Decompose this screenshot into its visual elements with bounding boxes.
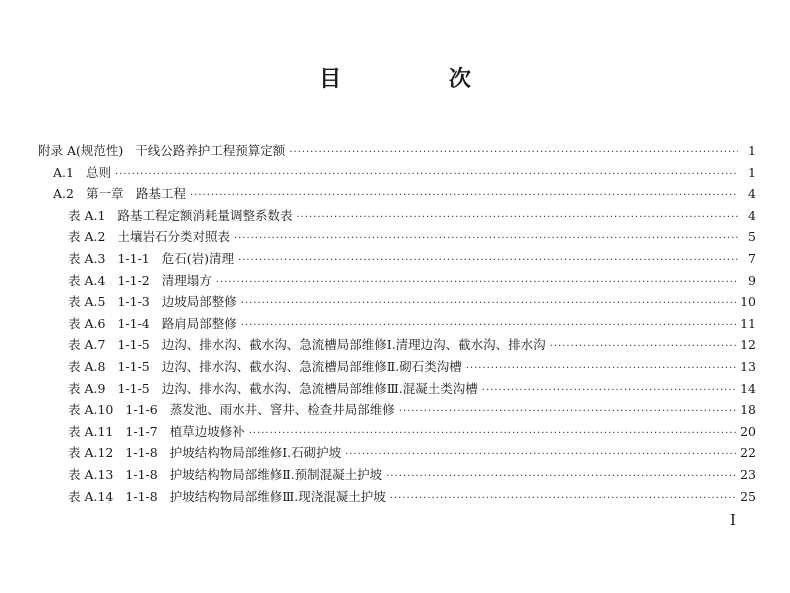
toc-leader-dots (234, 233, 738, 244)
toc-entry-code: 1-1-2 (117, 272, 150, 288)
toc-leader-dots (399, 406, 736, 417)
toc-entry-page: 18 (740, 402, 756, 418)
toc-entry-page: 1 (748, 164, 756, 180)
toc-entry[interactable] (38, 184, 756, 206)
toc-entry-code: 1-1-8 (125, 466, 158, 482)
toc-entry[interactable] (38, 422, 756, 444)
toc-entry-number: 表 A.2 (68, 229, 106, 245)
toc-entry-page: 4 (748, 207, 756, 223)
toc-entry-number: 表 A.1 (68, 207, 106, 223)
toc-entry[interactable] (38, 314, 756, 336)
toc-entry-title: 边沟、排水沟、截水沟、急流槽局部维修Ⅰ.清理边沟、截水沟、排水沟 (161, 337, 546, 353)
toc-entry-number: 表 A.3 (68, 250, 106, 266)
toc-entry-page: 20 (740, 423, 756, 439)
page-folio: I (730, 511, 736, 529)
toc-entry[interactable] (38, 206, 756, 228)
toc-leader-dots (249, 428, 736, 439)
toc-entry[interactable] (38, 465, 756, 487)
toc-entry-code: 1-1-3 (117, 294, 150, 310)
toc-entry[interactable] (38, 249, 756, 271)
toc-entry-title: 第一章 路基工程 (85, 186, 186, 202)
toc-entry-page: 12 (740, 337, 756, 353)
toc-leader-dots (238, 255, 738, 266)
toc-entry[interactable] (38, 487, 756, 509)
toc-entry-number: A.2 (53, 186, 74, 202)
toc-entry-code: 1-1-4 (117, 315, 150, 331)
toc-entry-code: 1-1-7 (125, 423, 158, 439)
toc-entry-code: 1-1-5 (117, 358, 150, 374)
toc-leader-dots (386, 471, 736, 482)
toc-entry-number: 表 A.8 (68, 358, 106, 374)
toc-entry-title: 危石(岩)清理 (161, 250, 235, 266)
toc-entry[interactable] (38, 292, 756, 314)
toc-leader-dots (345, 449, 736, 460)
toc-entry[interactable] (38, 335, 756, 357)
toc-leader-dots (190, 190, 738, 201)
toc-entry-title: 边坡局部整修 (161, 294, 237, 310)
toc-entry-number: 表 A.10 (68, 402, 114, 418)
toc-leader-dots (241, 298, 736, 309)
toc-entry[interactable] (38, 163, 756, 185)
toc-entry-title: 护坡结构物局部维修Ⅱ.预制混凝土护坡 (169, 466, 383, 482)
toc-entry[interactable] (38, 357, 756, 379)
toc-entry-title: 总则 (85, 164, 111, 180)
toc-leader-dots (115, 169, 738, 180)
toc-entry-page: 13 (740, 358, 756, 374)
table-of-contents (38, 141, 756, 508)
toc-entry-page: 10 (740, 294, 756, 310)
toc-entry[interactable] (38, 141, 756, 163)
toc-entry-title: 路基工程定额消耗量调整系数表 (117, 207, 293, 223)
toc-entry[interactable] (38, 443, 756, 465)
toc-entry-page: 11 (740, 315, 756, 331)
toc-entry-number: 表 A.12 (68, 445, 114, 461)
toc-entry-number: 表 A.13 (68, 466, 114, 482)
toc-entry-code: 1-1-1 (117, 250, 150, 266)
toc-entry-code: 1-1-8 (125, 488, 158, 504)
toc-entry-title: 清理塌方 (161, 272, 212, 288)
toc-entry[interactable] (38, 400, 756, 422)
toc-entry-title: 干线公路养护工程预算定额 (135, 143, 286, 158)
toc-entry-code: 1-1-5 (117, 380, 150, 396)
toc-entry[interactable] (38, 379, 756, 401)
toc-entry-title: 路肩局部整修 (161, 315, 237, 331)
toc-entry-page: 14 (740, 380, 756, 396)
toc-entry-number: 表 A.4 (68, 272, 106, 288)
page-title: 目 次 (319, 67, 521, 92)
toc-leader-dots (241, 320, 736, 331)
toc-leader-dots (296, 212, 738, 223)
toc-entry[interactable] (38, 227, 756, 249)
toc-entry-title: 护坡结构物局部维修Ⅲ.现浇混凝土护坡 (169, 488, 386, 504)
toc-entry-code: 1-1-6 (125, 402, 158, 418)
toc-entry-page: 25 (740, 488, 756, 504)
toc-leader-dots (482, 385, 736, 396)
toc-leader-dots (466, 363, 736, 374)
toc-entry-number: A.1 (53, 164, 74, 180)
toc-entry-number: 表 A.14 (68, 488, 114, 504)
toc-entry-number: 表 A.5 (68, 294, 106, 310)
toc-entry-page: 5 (748, 229, 756, 245)
toc-entry-code: 1-1-8 (125, 445, 158, 461)
toc-entry-title: 边沟、排水沟、截水沟、急流槽局部维修Ⅱ.砌石类沟槽 (161, 358, 462, 374)
toc-entry-page: 4 (748, 186, 756, 202)
toc-entry-number: 表 A.11 (68, 423, 114, 439)
toc-entry-page: 9 (748, 272, 756, 288)
toc-leader-dots (216, 277, 738, 288)
toc-leader-dots (289, 147, 738, 158)
toc-entry-title: 蒸发池、雨水井、窨井、检查井局部维修 (169, 402, 395, 418)
toc-entry-title: 土壤岩石分类对照表 (117, 229, 230, 245)
toc-entry-number: 表 A.7 (68, 337, 106, 353)
toc-leader-dots (390, 493, 736, 504)
toc-entry-number: 表 A.6 (68, 315, 106, 331)
toc-entry-number: 附录 A(规范性) (38, 143, 124, 158)
toc-entry-number: 表 A.9 (68, 380, 106, 396)
toc-entry-page: 1 (748, 143, 756, 158)
toc-entry-title: 护坡结构物局部维修Ⅰ.石砌护坡 (169, 445, 342, 461)
toc-entry[interactable] (38, 271, 756, 293)
toc-entry-page: 23 (740, 466, 756, 482)
toc-entry-title: 植草边坡修补 (169, 423, 245, 439)
toc-entry-page: 7 (748, 250, 756, 266)
toc-leader-dots (550, 341, 736, 352)
toc-entry-page: 22 (740, 445, 756, 461)
toc-entry-code: 1-1-5 (117, 337, 150, 353)
toc-entry-title: 边沟、排水沟、截水沟、急流槽局部维修Ⅲ.混凝土类沟槽 (161, 380, 478, 396)
